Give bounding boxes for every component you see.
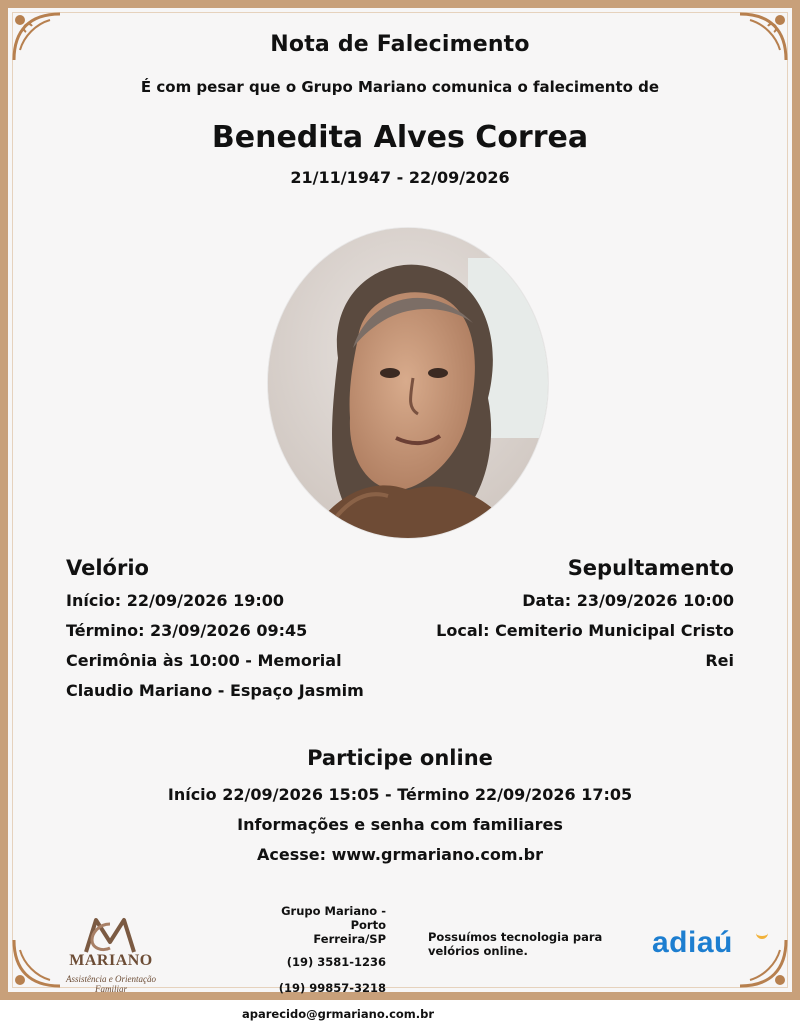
portrait-photo (268, 228, 548, 538)
sepultamento-section (394, 556, 734, 676)
logo-tagline: Assistência e Orientação Familiar (66, 974, 156, 994)
online-tech-note: Possuímos tecnologia para velórios online. (428, 930, 603, 958)
velorio-section (66, 556, 406, 706)
online-info: Informações e senha com familiares (237, 815, 563, 834)
contact-company: Grupo Mariano - Porto Ferreira/SP (281, 904, 386, 946)
adiau-logo[interactable] (652, 926, 772, 966)
life-dates: 21/11/1947 - 22/09/2026 (290, 168, 510, 187)
sepultamento-heading: Sepultamento (567, 556, 734, 580)
adiau-accent-icon (756, 928, 768, 939)
online-schedule: Início 22/09/2026 15:05 - Término 22/09/2026 17:05 (167, 785, 633, 804)
velorio-heading: Velório (66, 556, 149, 580)
sepultamento-local-line2: Rei (705, 651, 734, 670)
contact-email[interactable]: aparecido@grmariano.com.br (242, 1007, 435, 1021)
online-heading: Participe online (307, 746, 493, 770)
contact-phone-1[interactable]: (19) 3581-1236 (286, 955, 386, 969)
grupo-mariano-logo (56, 914, 166, 994)
sepultamento-local-line1: Local: Cemiterio Municipal Cristo (436, 621, 734, 640)
online-site-link[interactable]: Acesse: www.grmariano.com.br (257, 845, 543, 864)
velorio-cerimonia-line2: Claudio Mariano - Espaço Jasmim (66, 681, 364, 700)
deceased-name: Benedita Alves Correa (211, 120, 589, 155)
logo-brand-text: MARIANO (69, 952, 153, 969)
contact-block (242, 904, 435, 1021)
sepultamento-data: Data: 23/09/2026 10:00 (522, 591, 734, 610)
notice-title: Nota de Falecimento (270, 32, 530, 57)
portrait-icon (268, 228, 548, 538)
footer (28, 900, 772, 1021)
velorio-cerimonia-line1: Cerimônia às 10:00 - Memorial (66, 651, 342, 670)
velorio-termino: Término: 23/09/2026 09:45 (66, 621, 308, 640)
contact-phone-2[interactable]: (19) 99857-3218 (278, 981, 386, 995)
notice-subtitle: É com pesar que o Grupo Mariano comunica o falecimento de (140, 78, 660, 96)
adiau-logo-text: adiaú (652, 926, 733, 959)
velorio-inicio: Início: 22/09/2026 19:00 (66, 591, 285, 610)
online-section (8, 746, 792, 870)
